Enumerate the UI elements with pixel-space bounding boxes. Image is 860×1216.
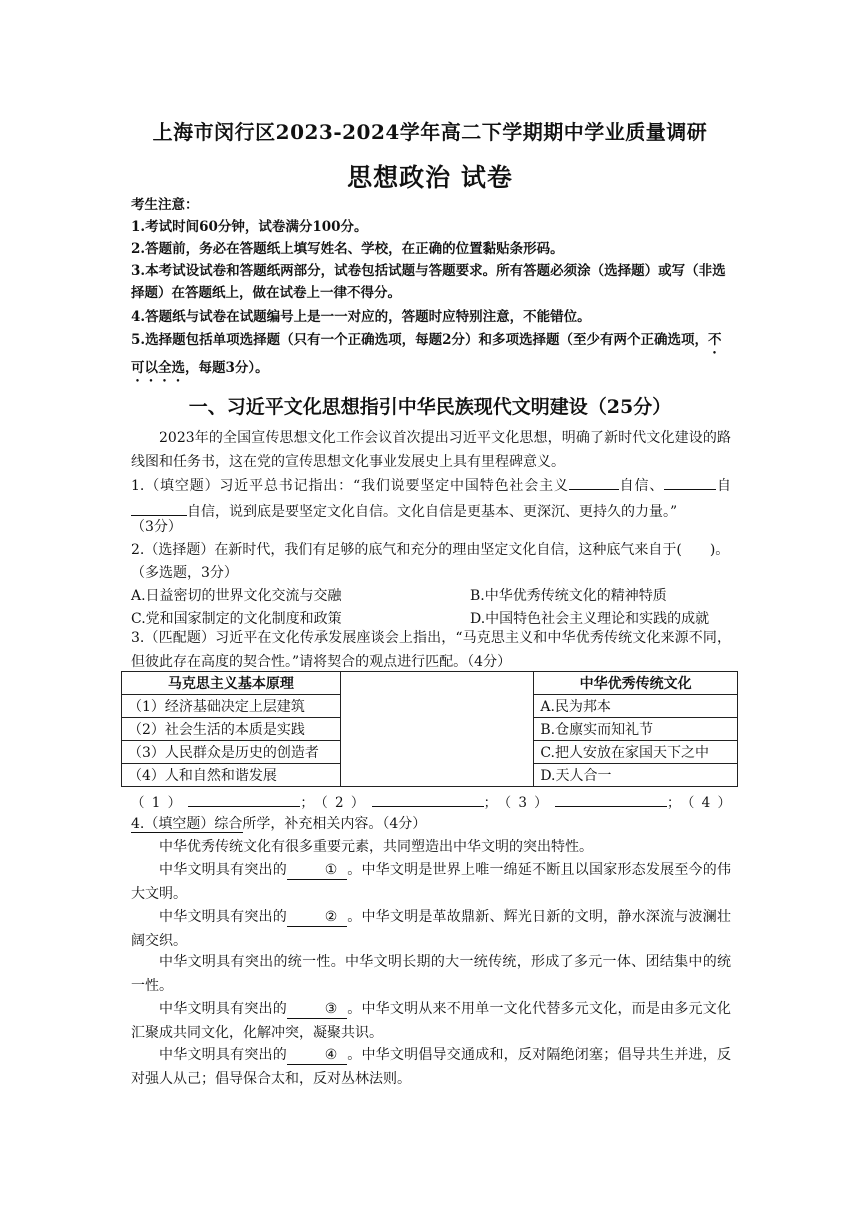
q2-option-d[interactable]: D.中国特色社会主义理论和实践的成就 <box>470 611 710 627</box>
matching-right-header: 中华优秀传统文化 <box>534 672 738 695</box>
notice-item-5-tail: ，每题3分）。 <box>185 360 269 376</box>
q3-answer-label-2: ；（2） <box>300 795 372 811</box>
q3-answer-label-1: （1） <box>131 795 189 811</box>
exam-title: 上海市闵行区2023-2024学年高二下学期期中学业质量调研 <box>152 120 708 144</box>
q1-blank-3[interactable] <box>131 499 187 516</box>
q3-answer-blank-1[interactable] <box>188 790 300 807</box>
q4-blank-4[interactable]: ④ <box>287 1046 347 1065</box>
notice-item-3: 3.本考试设试卷和答题纸两部分，试卷包括试题与答题要求。所有答题必须涂（选择题）或写（非选择题）在答题纸上，做在试卷上一律不得分。 <box>131 263 726 301</box>
q1-blank-1[interactable] <box>569 473 619 490</box>
q4-paragraph-4 <box>131 998 731 1045</box>
q4-text-5: 。中华文明倡导交通成和，反对隔绝闭塞；倡导共生并进，反对强人从己；倡导保合太和，反对丛林法则。 <box>131 1047 731 1087</box>
matching-left-item: （4）人和自然和谐发展 <box>122 764 341 787</box>
q1-text-e: 自信，说到底是要坚定文化自信。文化自信是更基本、更深沉、更持久的力量。” <box>187 503 678 520</box>
matching-right-item: B.仓廪实而知礼节 <box>534 718 738 741</box>
q4-blank-1[interactable]: ① <box>287 861 347 880</box>
q1-text-c: 自 <box>716 478 732 494</box>
matching-gap <box>340 672 534 787</box>
q1-text-a: 1.（填空题）习近平总书记指出：“我们说要坚定中国特色社会主义 <box>131 478 569 494</box>
q2-option-c[interactable]: C.党和国家制定的文化制度和政策 <box>131 611 342 627</box>
notice-heading: 考生注意： <box>131 197 199 213</box>
matching-left-item: （1）经济基础决定上层建筑 <box>122 695 341 718</box>
exam-subtitle: 思想政治 试卷 <box>347 163 513 192</box>
q4-prefix: 中华文明具有突出的 <box>159 862 287 878</box>
q4-text-2: 。中华文明是革故鼎新、辉光日新的文明，静水深流与波澜壮阔交织。 <box>131 909 731 949</box>
notice-item-4: 4.答题纸与试卷在试题编号上是一一对应的，答题时应特别注意，不能错位。 <box>131 309 591 325</box>
question-3-stem: 3.（匹配题）习近平在文化传承发展座谈会上指出，“马克思主义和中华优秀传统文化来源不同，但彼此存在高度的契合性。”请将契合的观点进行匹配。（4分） <box>131 630 731 670</box>
q1-text-b: 自信、 <box>618 478 665 494</box>
matching-left-item: （2）社会生活的本质是实践 <box>122 718 341 741</box>
q2-option-b[interactable]: B.中华优秀传统文化的精神特质 <box>470 588 667 604</box>
q4-prefix: 中华文明具有突出的 <box>159 1001 287 1017</box>
matching-right-item: D.天人合一 <box>534 764 738 787</box>
q1-blank-2[interactable] <box>664 473 716 490</box>
notice-item-5-text: 5.选择题包括单项选择题（只有一个正确选项，每题2分）和多项选择题（至少有两个正确选项， <box>131 332 708 348</box>
q4-blank-3[interactable]: ③ <box>287 1000 347 1019</box>
q3-answer-label-3: ；（3） <box>483 795 555 811</box>
section-title: 一、习近平文化思想指引中华民族现代文明建设（25分） <box>188 396 672 418</box>
matching-left-header: 马克思主义基本原理 <box>122 672 341 695</box>
q3-answer-blank-3[interactable] <box>555 790 667 807</box>
notice-item-2: 2.答题前，务必在答题纸上填写姓名、学校，在正确的位置黏贴条形码。 <box>131 241 564 257</box>
section-intro: 2023年的全国宣传思想文化工作会议首次提出习近平文化思想，明确了新时代文化建设的路线图和任务书，这在党的宣传思想文化事业发展史上具有里程碑意义。 <box>131 430 731 470</box>
q4-paragraph-5 <box>131 1044 731 1091</box>
notice-emphasis: 不可以全选 <box>131 332 722 376</box>
q4-paragraph-2 <box>131 906 731 953</box>
q4-paragraph-3: 中华文明具有突出的统一性。中华文明长期的大一统传统，形成了多元一体、团结集中的统一性。 <box>131 954 731 994</box>
q1-score: （3分） <box>131 519 182 535</box>
q4-text-4: 。中华文明从来不用单一文化代替多元文化，而是由多元文化汇聚成共同文化，化解冲突，凝聚共识。 <box>131 1001 731 1041</box>
q4-paragraph-1 <box>131 859 731 906</box>
matching-left-item: （3）人民群众是历史的创造者 <box>122 741 341 764</box>
q4-prefix: 中华文明具有突出的 <box>159 909 287 925</box>
q4-lead: 中华优秀传统文化有很多重要元素，共同塑造出中华文明的突出特性。 <box>159 839 593 855</box>
matching-right-item: A.民为邦本 <box>534 695 738 718</box>
q3-answer-blank-2[interactable] <box>372 790 484 807</box>
notice-item-1: 1.考试时间60分钟，试卷满分100分。 <box>131 219 368 235</box>
q2-option-a[interactable]: A.日益密切的世界文化交流与交融 <box>131 588 342 604</box>
q4-prefix: 中华文明具有突出的 <box>159 1047 287 1063</box>
matching-table <box>121 671 738 787</box>
q3-answer-label-4: ；（4） <box>666 795 731 811</box>
q4-blank-2[interactable]: ② <box>287 908 347 927</box>
notice-item-5 <box>131 329 731 385</box>
question-4-stem: 4.（填空题）综合所学，补充相关内容。（4分） <box>131 816 427 832</box>
matching-right-item: C.把人安放在家国天下之中 <box>534 741 738 764</box>
question-2-meta: （多选题，3分） <box>131 565 238 581</box>
q4-text-1: 。中华文明是世界上唯一绵延不断且以国家形态发展至今的伟大文明。 <box>131 862 731 902</box>
question-2-stem: 2.（选择题）在新时代，我们有足够的底气和充分的理由坚定文化自信，这种底气来自于( )。 <box>131 542 730 558</box>
